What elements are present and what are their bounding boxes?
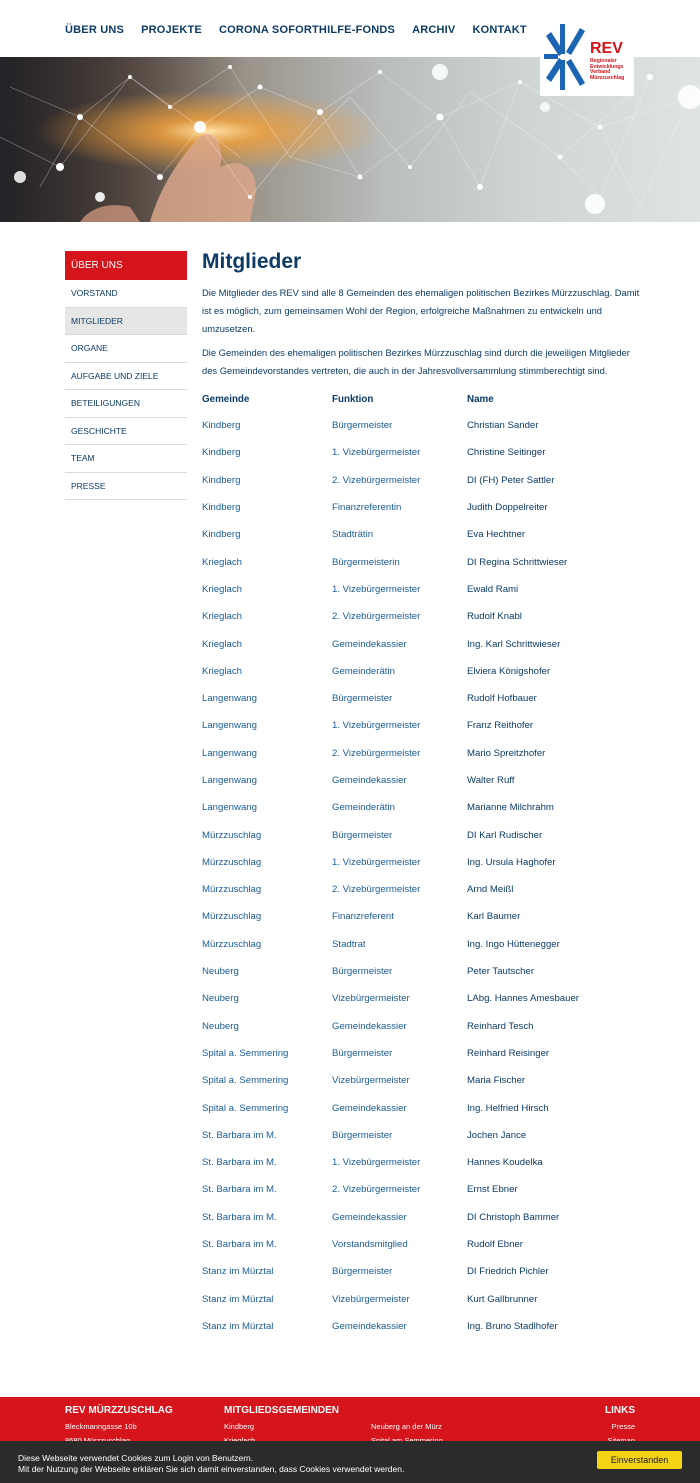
table-row	[202, 740, 637, 767]
cell-gemeinde: Spital a. Semmering	[202, 1102, 289, 1114]
cell-name: Ernst Ebner	[467, 1184, 518, 1196]
cell-gemeinde: Krieglach	[202, 638, 242, 650]
cell-name: Kurt Gallbrunner	[467, 1293, 538, 1305]
sidebar-item-presse[interactable]: PRESSE	[65, 473, 187, 501]
cell-funktion: 2. Vizebürgermeister	[332, 611, 421, 623]
cell-funktion: Bürgermeister	[332, 829, 393, 841]
cell-funktion: Bürgermeister	[332, 966, 393, 978]
cell-gemeinde: Langenwang	[202, 747, 257, 759]
table-row	[202, 1094, 637, 1121]
table-row	[202, 685, 637, 712]
table-row	[202, 903, 637, 930]
table-row	[202, 412, 637, 439]
rev-logo-icon	[544, 22, 592, 92]
table-row	[202, 849, 637, 876]
cell-gemeinde: St. Barbara im M.	[202, 1157, 277, 1169]
cell-name: Maria Fischer	[467, 1075, 526, 1087]
cell-name: DI Regina Schrittwieser	[467, 556, 568, 568]
cell-funktion: Gemeindekassier	[332, 1020, 407, 1032]
sidebar-menu	[65, 251, 187, 500]
cell-funktion: Bürgermeister	[332, 1047, 393, 1059]
sidebar-item-vorstand[interactable]: VORSTAND	[65, 280, 187, 308]
table-row	[202, 876, 637, 903]
cell-gemeinde: Mürzzuschlag	[202, 884, 262, 896]
table-row	[202, 603, 637, 630]
sidebar-item-geschichte[interactable]: GESCHICHTE	[65, 418, 187, 446]
cell-funktion: Vizebürgermeister	[332, 1075, 410, 1087]
cell-funktion: 1. Vizebürgermeister	[332, 583, 421, 595]
cell-name: Walter Ruff	[467, 775, 515, 786]
cell-gemeinde: Mürzzuschlag	[202, 829, 262, 841]
cell-name: DI Christoph Bammer	[467, 1211, 560, 1223]
cell-gemeinde: Krieglach	[202, 611, 242, 623]
cell-gemeinde: Krieglach	[202, 665, 242, 677]
nav-item-projekte[interactable]: PROJEKTE	[141, 24, 202, 36]
table-row	[202, 1286, 637, 1313]
table-row	[202, 712, 637, 739]
table-row	[202, 794, 637, 821]
cell-name: Rudolf Hofbauer	[467, 693, 537, 705]
cookie-text	[18, 1453, 404, 1475]
nav-item-kontakt[interactable]: KONTAKT	[472, 24, 527, 36]
table-row	[202, 576, 637, 603]
cell-funktion: Stadtrat	[332, 938, 366, 950]
members-table	[202, 386, 637, 1340]
representation-paragraph: Die Gemeinden des ehemaligen politischen Bezirkes Mürzzuschlag sind durch die jeweiligen Mitglieder des Gemeindevorstandes vertreten, die auch in der Jahresvollversammlung stimmberechtigt sind.	[202, 347, 630, 376]
cell-funktion: 1. Vizebürgermeister	[332, 856, 421, 868]
cell-funktion: Gemeindekassier	[332, 1211, 407, 1223]
cell-gemeinde: Stanz im Mürztal	[202, 1320, 274, 1332]
cell-name: Ing. Helfried Hirsch	[467, 1102, 549, 1114]
logo-subtitle	[590, 59, 632, 81]
cell-gemeinde: Neuberg	[202, 966, 239, 978]
cell-funktion: Finanzreferent	[332, 911, 394, 923]
cell-gemeinde: Spital a. Semmering	[202, 1047, 289, 1059]
table-row	[202, 439, 637, 466]
logo-subtitle-line: Entwicklungs	[590, 63, 624, 70]
sidebar-item-mitglieder[interactable]: MITGLIEDER	[65, 308, 187, 336]
cell-gemeinde: Langenwang	[202, 802, 257, 814]
logo-subtitle-line: Verband	[590, 69, 611, 76]
cell-gemeinde: Kindberg	[202, 447, 241, 459]
cell-name: DI Friedrich Pichler	[467, 1266, 549, 1278]
cell-funktion: 2. Vizebürgermeister	[332, 747, 421, 759]
page-title: Mitglieder	[202, 250, 302, 273]
cell-gemeinde: Langenwang	[202, 693, 257, 705]
table-row	[202, 931, 637, 958]
intro-paragraph: Die Mitglieder des REV sind alle 8 Gemeinden des ehemaligen politischen Bezirkes Mürzzuschlag. Damit ist es möglich, zum gemeinsamen Wohl der Region, erfolgreiche Maßnahmen zu entwickeln und umzusetzen.	[202, 287, 640, 334]
cell-gemeinde: Spital a. Semmering	[202, 1075, 289, 1087]
cell-name: Eva Hechtner	[467, 529, 526, 541]
cell-gemeinde: Mürzzuschlag	[202, 856, 262, 868]
cell-gemeinde: Mürzzuschlag	[202, 911, 262, 923]
footer-link-kindberg[interactable]: Kindberg	[224, 1422, 255, 1431]
logo-subtitle-line: Mürzzuschlag	[590, 74, 625, 81]
cookie-accept-button[interactable]: Einverstanden	[597, 1451, 682, 1469]
cell-gemeinde: Stanz im Mürztal	[202, 1266, 274, 1278]
cell-funktion: Vizebürgermeister	[332, 1293, 410, 1305]
table-row	[202, 467, 637, 494]
sidebar-heading[interactable]: ÜBER UNS	[65, 251, 187, 280]
cell-name: Elviera Königshofer	[467, 665, 551, 677]
cookie-banner	[0, 1441, 700, 1483]
cell-gemeinde: Krieglach	[202, 556, 242, 568]
table-row	[202, 1231, 637, 1258]
table-row	[202, 1013, 637, 1040]
cell-funktion: Finanzreferentin	[332, 502, 402, 514]
cell-gemeinde: St. Barbara im M.	[202, 1211, 277, 1223]
cell-gemeinde: Kindberg	[202, 420, 241, 432]
cell-name: Hannes Koudelka	[467, 1157, 543, 1169]
rev-logo[interactable]	[540, 18, 634, 96]
table-row	[202, 1176, 637, 1203]
cell-funktion: Bürgermeister	[332, 1266, 393, 1278]
cell-funktion: Bürgermeisterin	[332, 556, 400, 568]
cell-funktion: Gemeinderätin	[332, 802, 395, 814]
table-row	[202, 1040, 637, 1067]
cell-name: Marianne Milchrahm	[467, 802, 554, 814]
logo-subtitle-line: Regionaler	[590, 58, 617, 64]
cell-name: Rudolf Knabl	[467, 611, 522, 623]
table-row	[202, 767, 637, 794]
cell-funktion: 1. Vizebürgermeister	[332, 447, 421, 459]
cell-gemeinde: St. Barbara im M.	[202, 1129, 277, 1141]
cell-gemeinde: Krieglach	[202, 583, 242, 595]
nav-item-corona-soforthilfe-fonds[interactable]: CORONA SOFORTHILFE-FONDS	[218, 24, 396, 36]
nav-item-archiv[interactable]: ARCHIV	[412, 24, 456, 36]
cell-gemeinde: Langenwang	[202, 775, 257, 786]
cell-funktion: Bürgermeister	[332, 693, 393, 705]
logo-wordmark: REV	[590, 40, 623, 57]
cell-gemeinde: St. Barbara im M.	[202, 1239, 277, 1251]
cell-name: LAbg. Hannes Amesbauer	[467, 993, 580, 1005]
header-funktion: Funktion	[332, 393, 374, 405]
table-row	[202, 1204, 637, 1231]
table-row	[202, 1122, 637, 1149]
cell-name: Jochen Jance	[467, 1129, 527, 1141]
table-row	[202, 1258, 637, 1285]
table-row	[202, 521, 637, 548]
header-gemeinde: Gemeinde	[202, 393, 250, 405]
table-row	[202, 630, 637, 657]
cell-funktion: 1. Vizebürgermeister	[332, 1157, 421, 1169]
cell-name: Karl Baumer	[467, 911, 521, 923]
main-content	[202, 250, 642, 1340]
table-row	[202, 548, 637, 575]
footer-address-title: REV MÜRZZUSCHLAG	[65, 1405, 173, 1416]
cell-funktion: Bürgermeister	[332, 1129, 393, 1141]
cell-gemeinde: Kindberg	[202, 502, 241, 514]
cell-gemeinde: Langenwang	[202, 720, 257, 732]
cell-funktion: 2. Vizebürgermeister	[332, 1184, 421, 1196]
nav-item-über-uns[interactable]: ÜBER UNS	[65, 24, 125, 36]
sidebar-item-organe[interactable]: ORGANE	[65, 335, 187, 363]
cell-name: Peter Tautscher	[467, 966, 535, 978]
cell-name: Arnd Meißl	[467, 884, 514, 896]
cell-gemeinde: Mürzzuschlag	[202, 938, 262, 950]
cell-funktion: Bürgermeister	[332, 420, 393, 432]
cell-funktion: 2. Vizebürgermeister	[332, 884, 421, 896]
table-row	[202, 821, 637, 848]
cell-funktion: Gemeindekassier	[332, 1320, 407, 1332]
cell-name: Mario Spreitzhofer	[467, 747, 546, 759]
footer-municipalities-title: MITGLIEDSGEMEINDEN	[224, 1405, 340, 1416]
table-row	[202, 985, 637, 1012]
cell-name: Reinhard Reisinger	[467, 1047, 550, 1059]
table-row	[202, 658, 637, 685]
cell-name: Ing. Bruno Stadlhofer	[467, 1320, 558, 1332]
footer-street: Bleckmanngasse 10b	[65, 1422, 137, 1431]
table-header-row	[202, 386, 637, 412]
cell-name: Christine Seitinger	[467, 447, 546, 459]
cookie-line-1: Diese Webseite verwendet Cookies zum Login von Benutzern.	[18, 1453, 254, 1463]
table-row	[202, 494, 637, 521]
cell-name: Reinhard Tesch	[467, 1020, 534, 1032]
cell-gemeinde: Neuberg	[202, 1020, 239, 1032]
cell-name: Rudolf Ebner	[467, 1239, 523, 1251]
cell-gemeinde: St. Barbara im M.	[202, 1184, 277, 1196]
cell-funktion: Gemeindekassier	[332, 1102, 407, 1114]
cell-name: Judith Doppelreiter	[467, 502, 548, 514]
cell-gemeinde: Kindberg	[202, 474, 241, 486]
cell-name: Ing. Ingo Hüttenegger	[467, 938, 560, 950]
table-row	[202, 1067, 637, 1094]
footer-link-neuberg[interactable]: Neuberg an der Mürz	[371, 1422, 442, 1431]
main-menu	[65, 24, 544, 36]
table-row	[202, 1313, 637, 1340]
cell-funktion: Gemeinderätin	[332, 665, 395, 677]
cell-name: Christian Sander	[467, 420, 539, 432]
cell-funktion: Vizebürgermeister	[332, 993, 410, 1005]
cell-funktion: Gemeindekassier	[332, 775, 407, 786]
sidebar-item-aufgabe-und-ziele[interactable]: AUFGABE UND ZIELE	[65, 363, 187, 391]
cell-funktion: 2. Vizebürgermeister	[332, 474, 421, 486]
cell-funktion: Stadträtin	[332, 529, 374, 541]
cell-name: Ing. Ursula Haghofer	[467, 856, 556, 868]
sidebar-item-beteiligungen[interactable]: BETEILIGUNGEN	[65, 390, 187, 418]
table-row	[202, 958, 637, 985]
footer-links-title: LINKS	[605, 1405, 635, 1416]
cell-name: Ewald Rami	[467, 583, 519, 595]
cell-name: Franz Reithofer	[467, 720, 534, 732]
cookie-line-2: Mit der Nutzung der Webseite erklären Sie sich damit einverstanden, dass Cookies verwendet werden.	[18, 1464, 405, 1474]
cell-gemeinde: Stanz im Mürztal	[202, 1293, 274, 1305]
cell-name: DI (FH) Peter Sattler	[467, 474, 555, 486]
cell-funktion: Vorstandsmitglied	[332, 1239, 408, 1251]
cell-name: Ing. Karl Schrittwieser	[467, 638, 561, 650]
sidebar-item-team[interactable]: TEAM	[65, 445, 187, 473]
cell-name: DI Karl Rudischer	[467, 829, 543, 841]
header-name: Name	[467, 393, 494, 405]
cell-gemeinde: Kindberg	[202, 529, 241, 541]
cell-funktion: Gemeindekassier	[332, 638, 407, 650]
table-row	[202, 1149, 637, 1176]
cell-funktion: 1. Vizebürgermeister	[332, 720, 421, 732]
cell-gemeinde: Neuberg	[202, 993, 239, 1005]
footer-link-presse[interactable]: Presse	[611, 1422, 635, 1431]
